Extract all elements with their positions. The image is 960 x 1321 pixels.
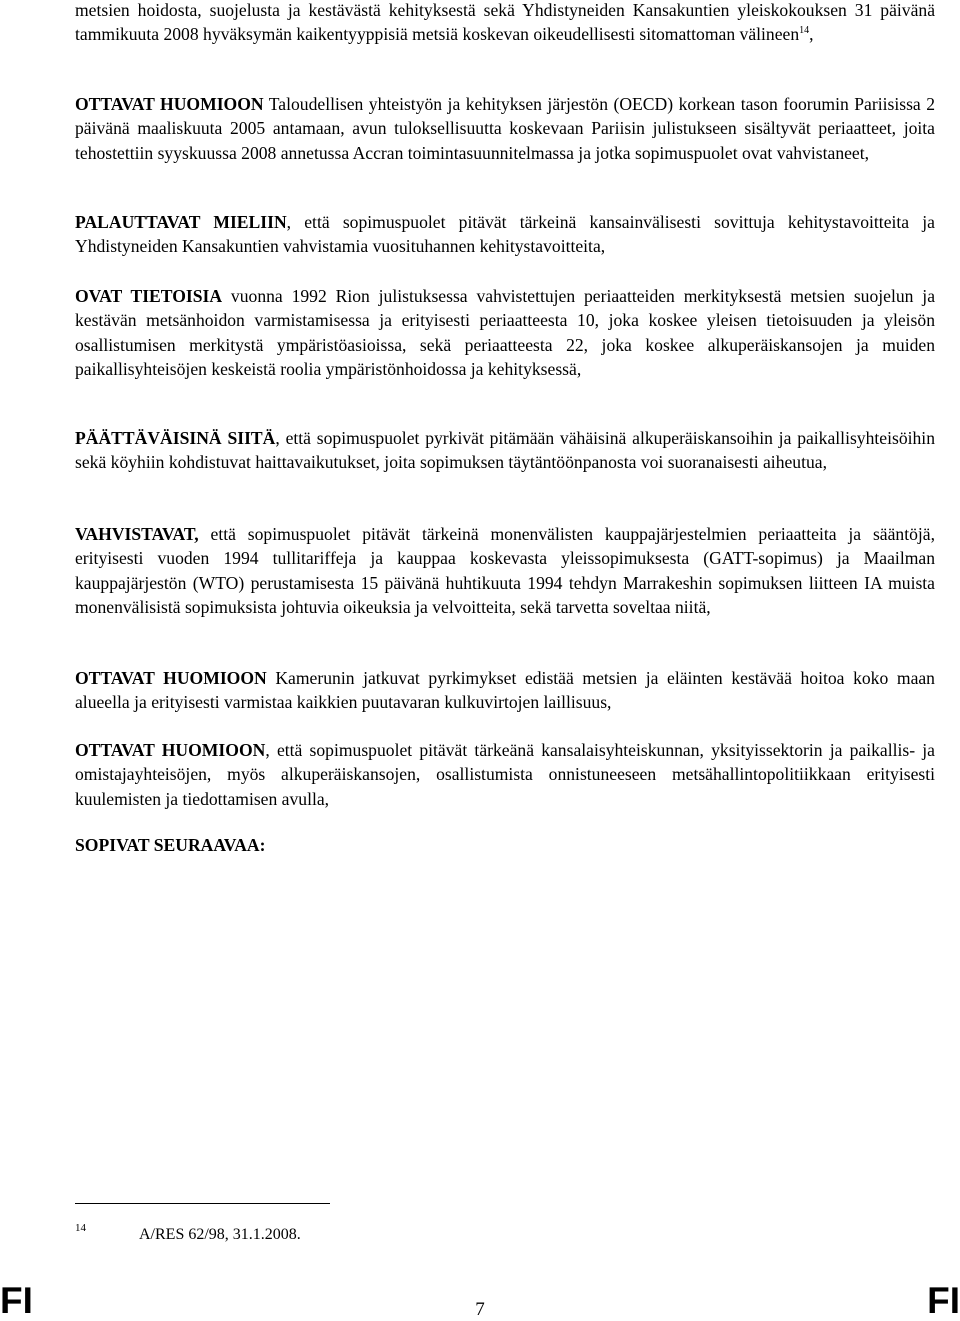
- footnote-text: A/RES 62/98, 31.1.2008.: [139, 1226, 301, 1243]
- paragraph-ovat-tietoisia: [75, 284, 935, 382]
- paragraph-lead: OTTAVAT HUOMIOON: [75, 668, 267, 688]
- paragraph-lead: SOPIVAT SEURAAVAA:: [75, 835, 266, 855]
- paragraph-text: Taloudellisen yhteistyön ja kehityksen järjestön (OECD) korkean tason foorumin Pariisissa 2 päivänä maaliskuuta 2005 antamaan, avun tuloksellisuutta koskevaan Pariisin julistukseen sisältyvät periaatteet, joita tehostettiin syyskuussa 2008 annetussa Accran toimintasuunnitelmassa ja jotka sopimuspuolet ovat vahvistaneet,: [75, 94, 936, 163]
- language-code-right: FI: [927, 1280, 960, 1321]
- paragraph-text-tail: ,: [809, 24, 814, 45]
- paragraph-lead: VAHVISTAVAT,: [75, 524, 199, 544]
- paragraph-ottavat-huomioon-kamerun: [75, 666, 935, 715]
- paragraph-text: , että sopimuspuolet pitävät tärkeinä kansainvälisesti sovittuja kehitystavoitteita ja Yhdistyneiden Kansakuntien vahvistamia vuosituhannen kehitystavoitteita,: [75, 212, 935, 257]
- paragraph-lead: OTTAVAT HUOMIOON: [75, 94, 264, 114]
- paragraph-text: että sopimuspuolet pitävät tärkeinä monenvälisten kauppajärjestelmien periaatteita ja sääntöjä, erityisesti vuoden 1994 tullitariffeja ja kauppaa koskevasta yleissopimuksesta (GATT-sopimus) ja Maailman kauppajärjestön (WTO) perustamisesta 15 päivänä huhtikuuta 1994 tehdyn Marrakeshin sopimuksen liitteen IA muista monenvälisistä sopimuksista johtuvia oikeuksia ja velvoitteita, sekä tarvetta soveltaa niitä,: [75, 524, 935, 618]
- paragraph-text: metsien hoidosta, suojelusta ja kestävästä kehityksestä sekä Yhdistyneiden Kansakuntien yleiskokouksen 31 päivänä tammikuuta 2008 hyväksymän kaikentyyppisiä metsiä koskevan oikeudellisesti sitomattoman välineen: [75, 0, 935, 45]
- paragraph-lead: PÄÄTTÄVÄISINÄ SIITÄ: [75, 428, 276, 448]
- language-code-left: FI: [0, 1280, 33, 1321]
- footnote-divider: [75, 1203, 330, 1204]
- paragraph-vahvistavat: [75, 522, 935, 620]
- paragraph-ottavat-huomioon-oecd: [75, 92, 935, 165]
- page-number: 7: [475, 1299, 485, 1320]
- footnote-number: 14: [75, 1222, 86, 1234]
- paragraph-lead: OVAT TIETOISIA: [75, 286, 223, 306]
- paragraph-lead: OTTAVAT HUOMIOON: [75, 740, 266, 760]
- paragraph-lead: PALAUTTAVAT MIELIIN: [75, 212, 287, 232]
- paragraph-sopivat-seuraavaa: [75, 833, 266, 857]
- paragraph-ottavat-huomioon-kansalaisyhteiskunta: [75, 738, 935, 811]
- paragraph-text: Kamerunin jatkuvat pyrkimykset edistää metsien ja eläinten kestävää hoitoa koko maan alueella ja erityisesti varmistaa kaikkien puutavaran kulkuvirtojen laillisuus,: [75, 668, 935, 713]
- paragraph-palauttavat-mieliin: [75, 210, 935, 259]
- paragraph-paattavaisina-siita: [75, 426, 935, 475]
- paragraph-text: , että sopimuspuolet pitävät tärkeänä kansalaisyhteiskunnan, yksityissektorin ja paikallis- ja omistajayhteisöjen, myös alkuperäiskansojen, osallistumista onnistuneeseen metsähallintopolitiikkaan erityisesti kuulemisten ja tiedottamisen avulla,: [75, 740, 935, 809]
- paragraph-text: , että sopimuspuolet pyrkivät pitämään vähäisinä alkuperäiskansoihin ja paikallisyhteisöihin sekä köyhiin kohdistuvat haittavaikutukset, joita sopimuksen täytäntöönpanosta voi suoranaisesti aiheutua,: [75, 428, 935, 473]
- paragraph-text: vuonna 1992 Rion julistuksessa vahvistettujen periaatteiden merkityksestä metsien suojelun ja kestävän metsänhoidon varmistamisessa ja erityisesti periaatteesta 10, joka koskee yleisen tietoisuuden ja yleisön osallistumisen merkitystä ympäristöasioissa, sekä periaatteesta 22, joka koskee alkuperäiskansojen ja muiden paikallisyhteisöjen keskeistä roolia ympäristönhoidossa ja kehityksessä,: [75, 286, 936, 380]
- footnote-reference[interactable]: 14: [799, 25, 810, 37]
- paragraph-intro-continuation: [75, 0, 935, 47]
